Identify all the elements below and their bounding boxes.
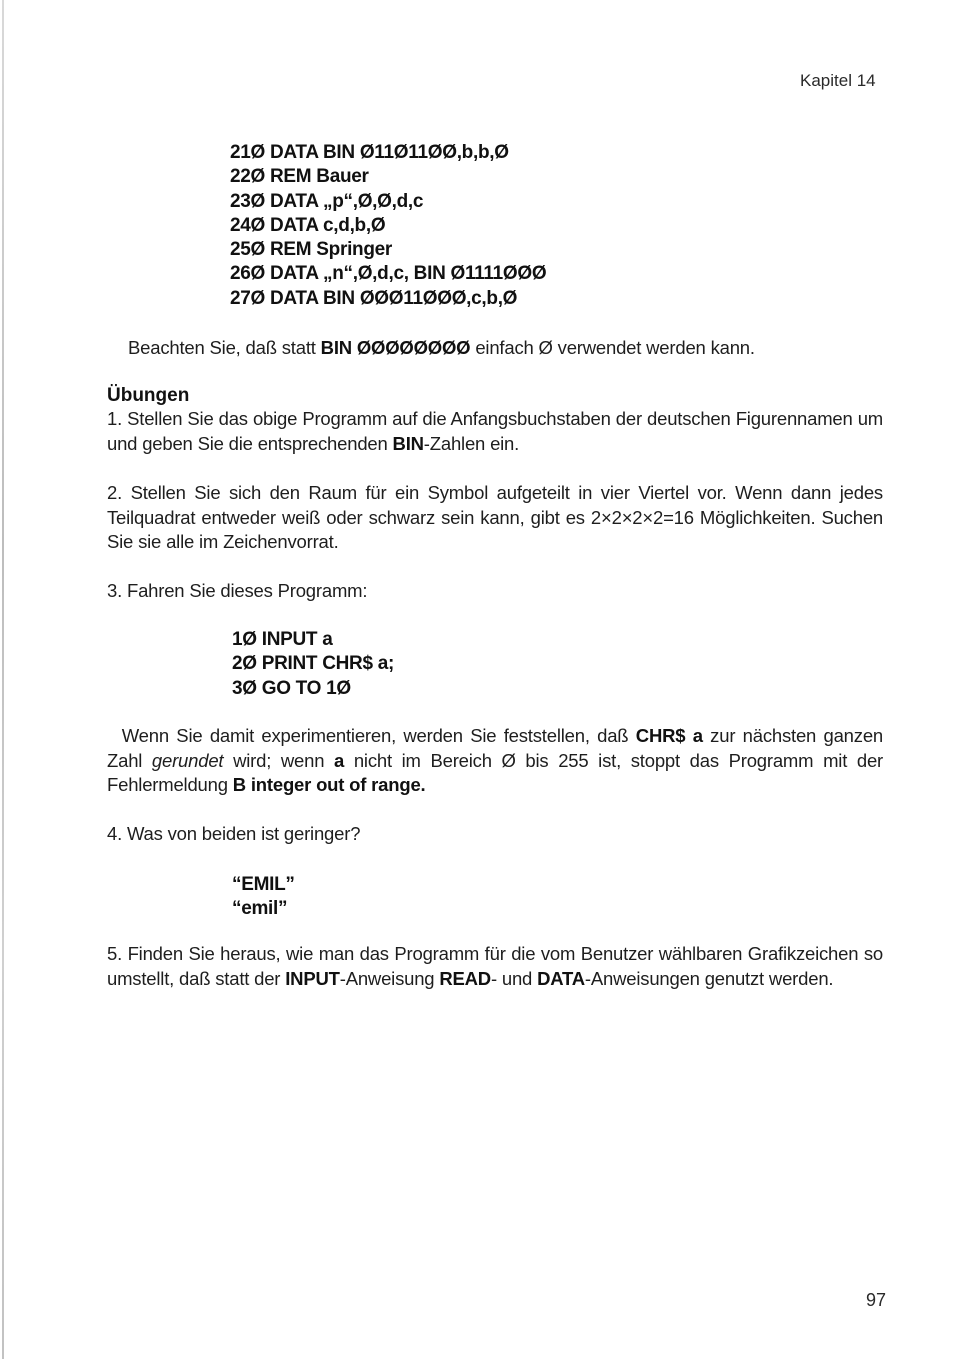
exercise-4: 4. Was von beiden ist geringer? — [107, 823, 361, 844]
note-bold: B integer out of range. — [232, 774, 426, 795]
code-line: 23Ø DATA „p“,Ø,Ø,d,c — [230, 190, 424, 212]
exercise-2: 2. Stellen Sie sich den Raum für ein Symbol aufgeteilt in vier Viertel vor. Wenn dann jedes Teilquadrat entweder weiß oder schwarz sein kann, gibt es 2×2×2×2=16 Möglichkeiten. Suchen Sie sie alle im Zeichenvorrat. — [107, 482, 883, 552]
code-line: 25Ø REM Springer — [230, 239, 393, 261]
exercise-bold: INPUT — [285, 967, 340, 989]
exercise-text: 1. Stellen Sie das obige Programm auf die Anfangsbuchstaben der deutschen Figurennamen um und geben Sie die entsprechenden — [107, 408, 883, 454]
exercise-5 — [107, 942, 883, 991]
code-block-input — [232, 628, 394, 701]
exercise-3: 3. Fahren Sie dieses Programm: — [107, 580, 368, 601]
code-line: “EMIL” — [232, 874, 295, 895]
code-line: “emil” — [232, 898, 288, 920]
exercise-bold: DATA — [537, 967, 585, 989]
page-number: 97 — [866, 1290, 887, 1310]
note-text: wird; wenn — [223, 749, 335, 771]
note-bold: BIN ØØØØØØØØ — [320, 337, 471, 358]
note-italic: gerundet — [151, 749, 224, 771]
note-text: zur nächsten ganzen Zahl — [107, 725, 883, 771]
note-bold: a — [334, 749, 345, 771]
note-paragraph — [128, 336, 888, 361]
exercise-text: 5. Finden Sie heraus, wie man das Programm für die vom Benutzer wählbaren Grafikzeichen so umstellt, daß statt der — [107, 943, 883, 989]
exercise-bold: BIN — [392, 432, 424, 454]
code-line: 27Ø DATA BIN ØØØ11ØØØ,c,b,Ø — [230, 287, 518, 309]
exercises-heading: Übungen — [107, 385, 190, 406]
code-line: 24Ø DATA c,d,b,Ø — [230, 214, 386, 236]
note-text: nicht im Bereich Ø bis 255 ist, stoppt das Programm mit der Fehlermeldung — [107, 749, 883, 795]
code-line: 1Ø INPUT a — [232, 629, 333, 650]
code-line: 22Ø REM Bauer — [230, 166, 369, 188]
exercise-bold: READ — [439, 967, 491, 989]
code-block-strings — [232, 873, 295, 922]
note-text: einfach Ø verwendet werden kann. — [470, 337, 755, 358]
code-line: 3Ø GO TO 1Ø — [232, 677, 351, 699]
page-edge — [2, 0, 4, 1359]
note-text: Wenn Sie damit experimentieren, werden Sie feststellen, daß — [121, 725, 636, 746]
exercise-text: -Zahlen ein. — [423, 432, 520, 454]
note-text: Beachten Sie, daß statt — [128, 337, 321, 358]
code-line: 26Ø DATA „n“,Ø,d,c, BIN Ø1111ØØØ — [230, 263, 547, 285]
note-bold: CHR$ a — [635, 725, 703, 746]
exercise-3-note — [107, 724, 883, 798]
exercise-text: - und — [490, 967, 538, 989]
code-line: 21Ø DATA BIN Ø11Ø11ØØ,b,b,Ø — [230, 142, 509, 163]
code-block-data — [230, 141, 546, 311]
code-line: 2Ø PRINT CHR$ a; — [232, 653, 395, 675]
exercise-1 — [107, 407, 883, 456]
exercise-text: -Anweisung — [339, 967, 440, 989]
exercise-text: -Anweisungen genutzt werden. — [584, 967, 834, 989]
chapter-header: Kapitel 14 — [800, 71, 876, 90]
